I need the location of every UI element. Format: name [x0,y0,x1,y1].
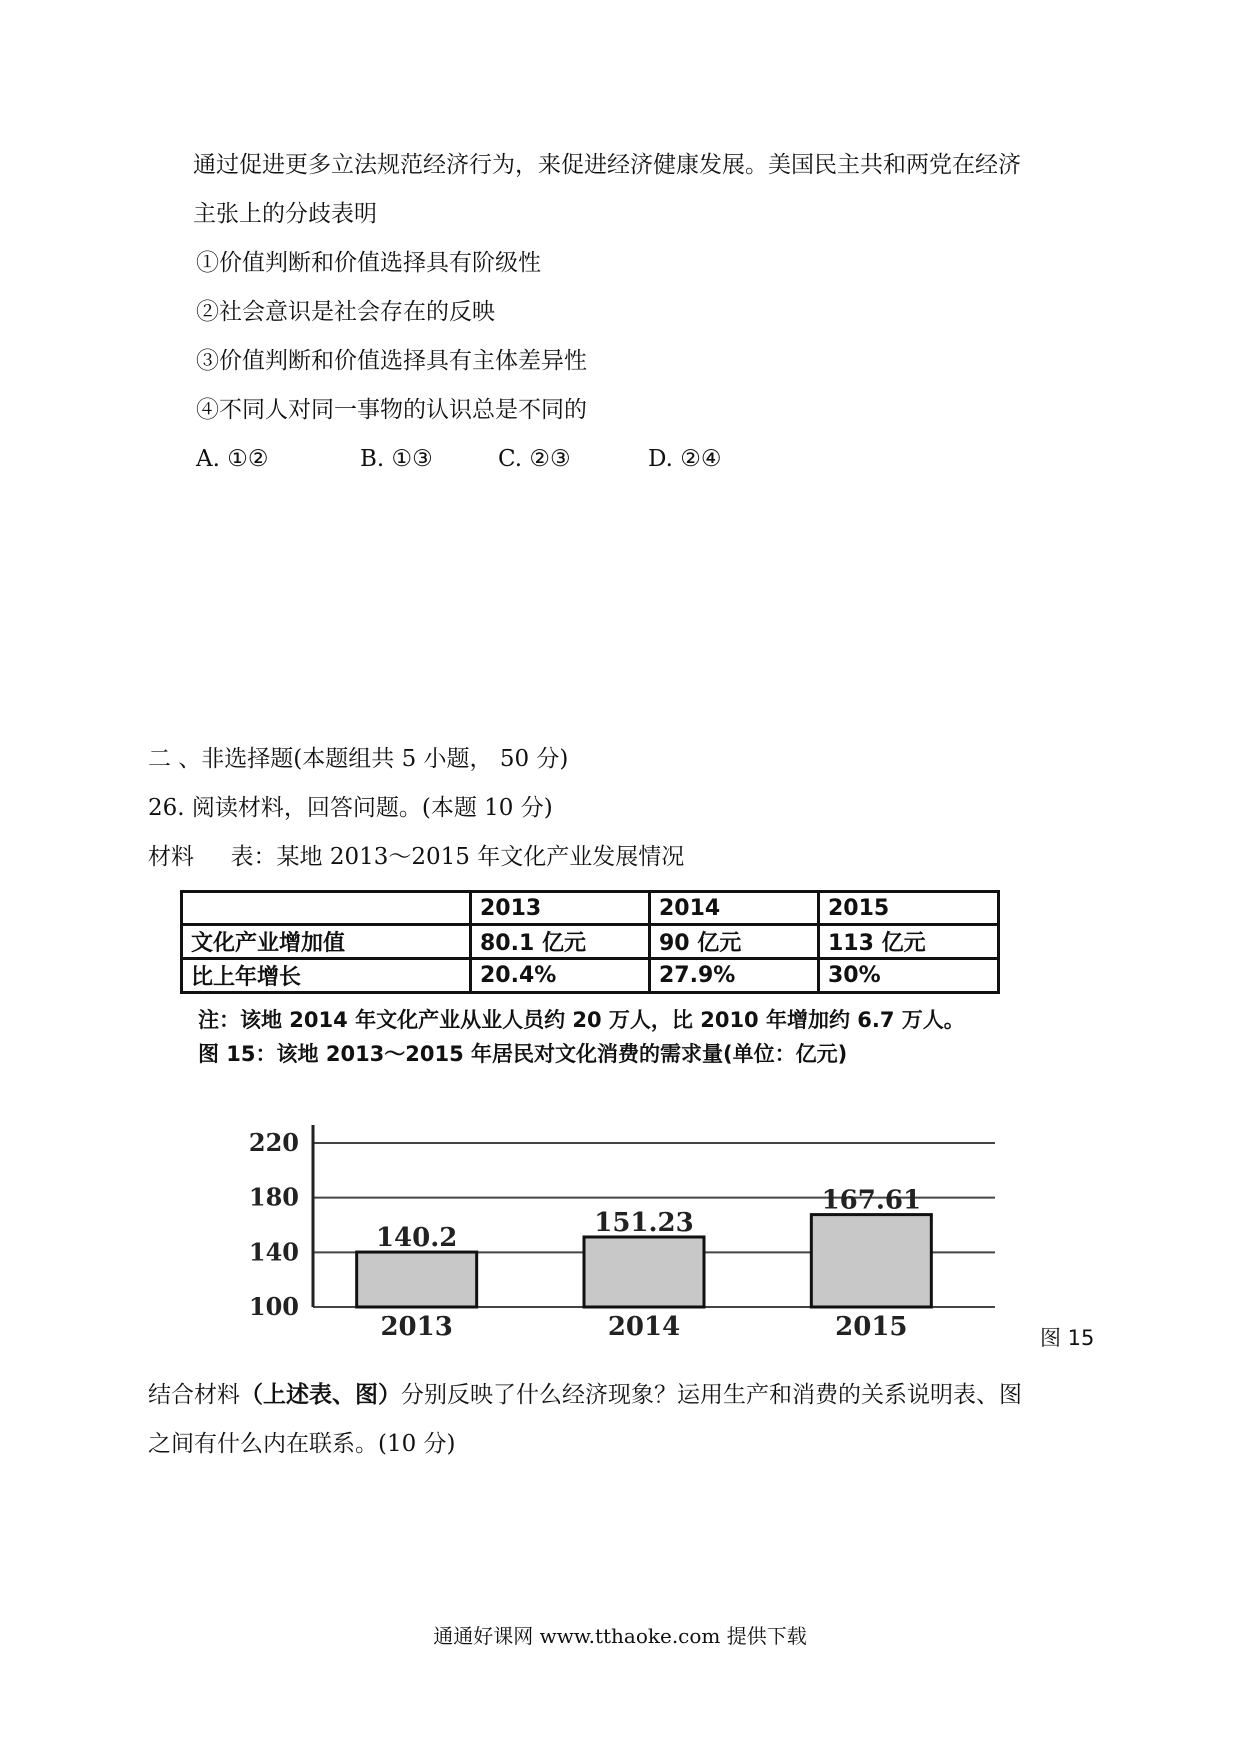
question-text: 结合材料 [148,1382,240,1408]
table-note: 注：该地 2014 年文化产业从业人员约 20 万人，比 2010 年增加约 6.7 万人。 [198,1008,965,1032]
q25-item-4: ④不同人对同一事物的认识总是不同的 [196,397,587,423]
table-cell: 2014 [650,892,819,925]
y-tick-label: 220 [248,1128,299,1157]
y-tick-label: 180 [248,1182,299,1212]
q25-item-2: ②社会意识是社会存在的反映 [196,299,495,325]
bar [357,1252,477,1307]
x-tick-label: 2014 [607,1312,681,1342]
question-bold-text: （上述表、图） [240,1381,401,1408]
x-tick-label: 2013 [380,1312,453,1342]
table-cell: 2015 [819,892,999,925]
q25-item-3: ③价值判断和价值选择具有主体差异性 [196,348,587,374]
question-text: 分别反映了什么经济现象？运用生产和消费的关系说明表、图 [401,1382,1022,1408]
data-label: 167.61 [821,1185,922,1216]
table-cell: 90 亿元 [650,925,819,959]
material-label: 材料 表：某地 2013～2015 年文化产业发展情况 [148,844,685,870]
table-row [182,959,999,993]
y-tick-label: 140 [248,1237,299,1267]
q25-stem-line1: 通过促进更多立法规范经济行为，来促进经济健康发展。美国民主共和两党在经济 [193,152,1021,178]
data-label: 140.2 [375,1223,458,1254]
table-cell: 比上年增长 [182,959,471,993]
table-cell: 30% [819,959,999,993]
table-cell: 80.1 亿元 [471,925,650,959]
page-footer: 通通好课网 www.tthaoke.com 提供下载 [433,1624,807,1648]
table-cell: 2013 [471,892,650,925]
table-header-row [182,892,999,925]
figure-label: 图 15 [1040,1326,1095,1350]
bar [811,1215,931,1307]
table-cell: 20.4% [471,959,650,993]
culture-industry-table [180,890,1000,994]
question-line1 [148,1380,1022,1410]
table-cell [182,892,471,925]
bar [584,1237,704,1307]
table-cell: 113 亿元 [819,925,999,959]
table-cell: 文化产业增加值 [182,925,471,959]
x-tick-label: 2015 [835,1312,908,1342]
chart-caption: 图 15：该地 2013～2015 年居民对文化消费的需求量(单位：亿元) [198,1042,848,1066]
q25-options [196,444,721,474]
demand-bar-chart [195,1115,1015,1345]
option-c: C. ②③ [498,446,571,472]
q25-stem-line2: 主张上的分歧表明 [193,201,377,227]
q26-title: 26. 阅读材料，回答问题。(本题 10 分) [148,795,553,821]
section-heading: 二 、非选择题(本题组共 5 小题， 50 分) [148,746,569,772]
y-tick-label: 100 [248,1292,299,1321]
table-row [182,925,999,959]
option-b: B. ①③ [360,446,433,472]
data-label: 151.23 [594,1207,694,1238]
question-line2: 之间有什么内在联系。(10 分) [148,1431,456,1457]
table-cell: 27.9% [650,959,819,993]
option-a: A. ①② [196,446,269,472]
q25-item-1: ①价值判断和价值选择具有阶级性 [196,250,541,276]
option-d: D. ②④ [648,446,722,472]
